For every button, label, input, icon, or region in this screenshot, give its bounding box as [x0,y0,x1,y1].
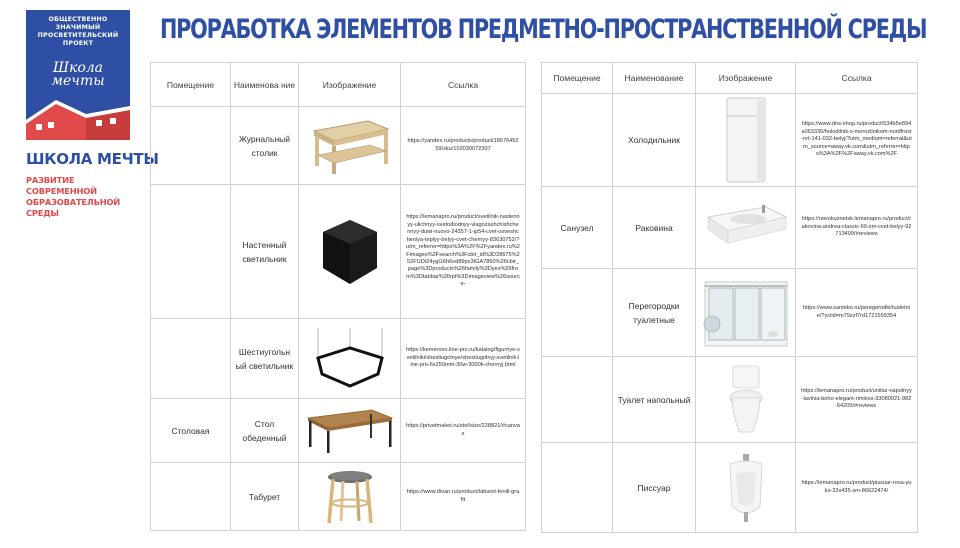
item-name: Холодильник [613,94,696,187]
item-name: Писсуар [613,443,696,533]
header-room: Помещение [542,63,613,94]
room-cell: Санузел [542,187,613,269]
item-name: Стол обеденный [231,399,299,463]
item-name: Шестиугольн ый светильник [231,319,299,399]
table-header-row [151,63,526,107]
logo-script-text: Школа мечты [51,60,105,89]
room-cell [542,94,613,187]
room-cell [151,319,231,399]
toilet-image [696,357,796,443]
item-name: Настенный светильник [231,185,299,319]
product-link[interactable]: https://novokuznetsk.lemanapro.ru/product/rakovina-andrea-classic-60-sm-cvet-belyy-92713409/#reviews [796,187,918,269]
toilet-partitions-image [696,269,796,357]
left-items-table [150,62,526,531]
table-row [151,107,526,185]
table-row [542,443,918,533]
item-name: Табурет [231,463,299,531]
table-row [151,399,526,463]
product-link[interactable]: https://privetmaket.ru/stol/size/228821/#canvas [401,399,526,463]
page-title: ПРОРАБОТКА ЭЛЕМЕНТОВ ПРЕДМЕТНО-ПРОСТРАНСТВЕННОЙ СРЕДЫ [160,14,927,45]
header-image: Изображение [299,63,401,107]
product-link[interactable]: https://www.divan.ru/product/taburet-fenili-grafit [401,463,526,531]
project-logo [26,10,130,140]
coffee-table-image [299,107,401,185]
table-row [542,269,918,357]
header-image: Изображение [696,63,796,94]
header-name: Наименование [613,63,696,94]
table-row [542,187,918,269]
table-row [542,357,918,443]
item-name: Раковина [613,187,696,269]
room-cell [542,357,613,443]
fridge-image [696,94,796,187]
product-link[interactable]: https://kemerovo.line-pro.ru/katalog/figurnye-svetilniki/shestiugolnye/shestiugolnyj-svetilnik-line-pro-6x250mm-30w-3000k-chernyj.html [401,319,526,399]
logo-top-text: ОБЩЕСТВЕННО ЗНАЧИМЫЙ ПРОСВЕТИТЕЛЬСКИЙ ПРОЕКТ [37,16,119,47]
room-cell [151,463,231,531]
house-icon [26,92,130,140]
table-row [151,463,526,531]
room-cell [542,269,613,357]
brand-subtitle: РАЗВИТИЕ СОВРЕМЕННОЙ ОБРАЗОВАТЕЛЬНОЙ СРЕДЫ [26,175,121,218]
item-name: Журнальный столик [231,107,299,185]
stool-image [299,463,401,531]
product-link[interactable]: https://lemanapro.ru/product/unitaz-napolnyy-lavinia-boho-elegant-rimless-33080021-98264205/#reviews [796,357,918,443]
wall-lamp-image [299,185,401,319]
product-link[interactable]: https://www.dns-shop.ru/product/534b5e894a063330/holodilnik-s-morozilnikom-nordfrost-nrt-141-032-belyj/?utm_medium=referral&utm_source=away.vk.com&utm_referrer=https%3A%2F%2Faway.vk.com%2F [796,94,918,187]
header-name: Наименова ние [231,63,299,107]
header-link: Ссылка [796,63,918,94]
room-cell: Столовая [151,399,231,463]
product-link[interactable]: https://lemanapro.ru/product/svetilnik-nastennyy-ulichnyy-svetodiodnyy-vlagozashchishchennyy-duwi-nuovo-24357-1-ip54-cvet-osveshcheniya-teplyy-belyy-cvet-chernyy-83630752/?utm_referrer=https%3A%2F%2Fyandex.ru%2Fimages%2Fsearch%3Fcbir_id%3D28675%252FUDt24ygG6h6od89px3IGA7860%26cbir_page%3Dproducts%26family%3Dyes%26from%3Dtabbar%26rpt%3Dimageview%26source- [401,185,526,319]
right-items-table [541,62,918,533]
urinal-image [696,443,796,533]
brand-title: ШКОЛА МЕЧТЫ [26,150,159,168]
hexagon-lamp-image [299,319,401,399]
room-cell [151,185,231,319]
table-header-row [542,63,918,94]
header-link: Ссылка [401,63,526,107]
room-cell [542,443,613,533]
table-row [151,319,526,399]
product-link[interactable]: https://lemanapro.ru/product/pissuar-rosa-yuks-32x435-sm-86622474/ [796,443,918,533]
table-row [542,94,918,187]
item-name: Перегородки туалетные [613,269,696,357]
header-room: Помещение [151,63,231,107]
dining-table-image [299,399,401,463]
room-cell [151,107,231,185]
product-link[interactable]: https://www.santeko.ru/peregorodki/tualetnie/?yclid=m79zzf7rd1721559354 [796,269,918,357]
item-name: Туалет напольный [613,357,696,443]
sink-image [696,187,796,269]
table-row [151,185,526,319]
product-link[interactable]: https://yandex.ru/products/product/1867645259/sku/102030072307 [401,107,526,185]
